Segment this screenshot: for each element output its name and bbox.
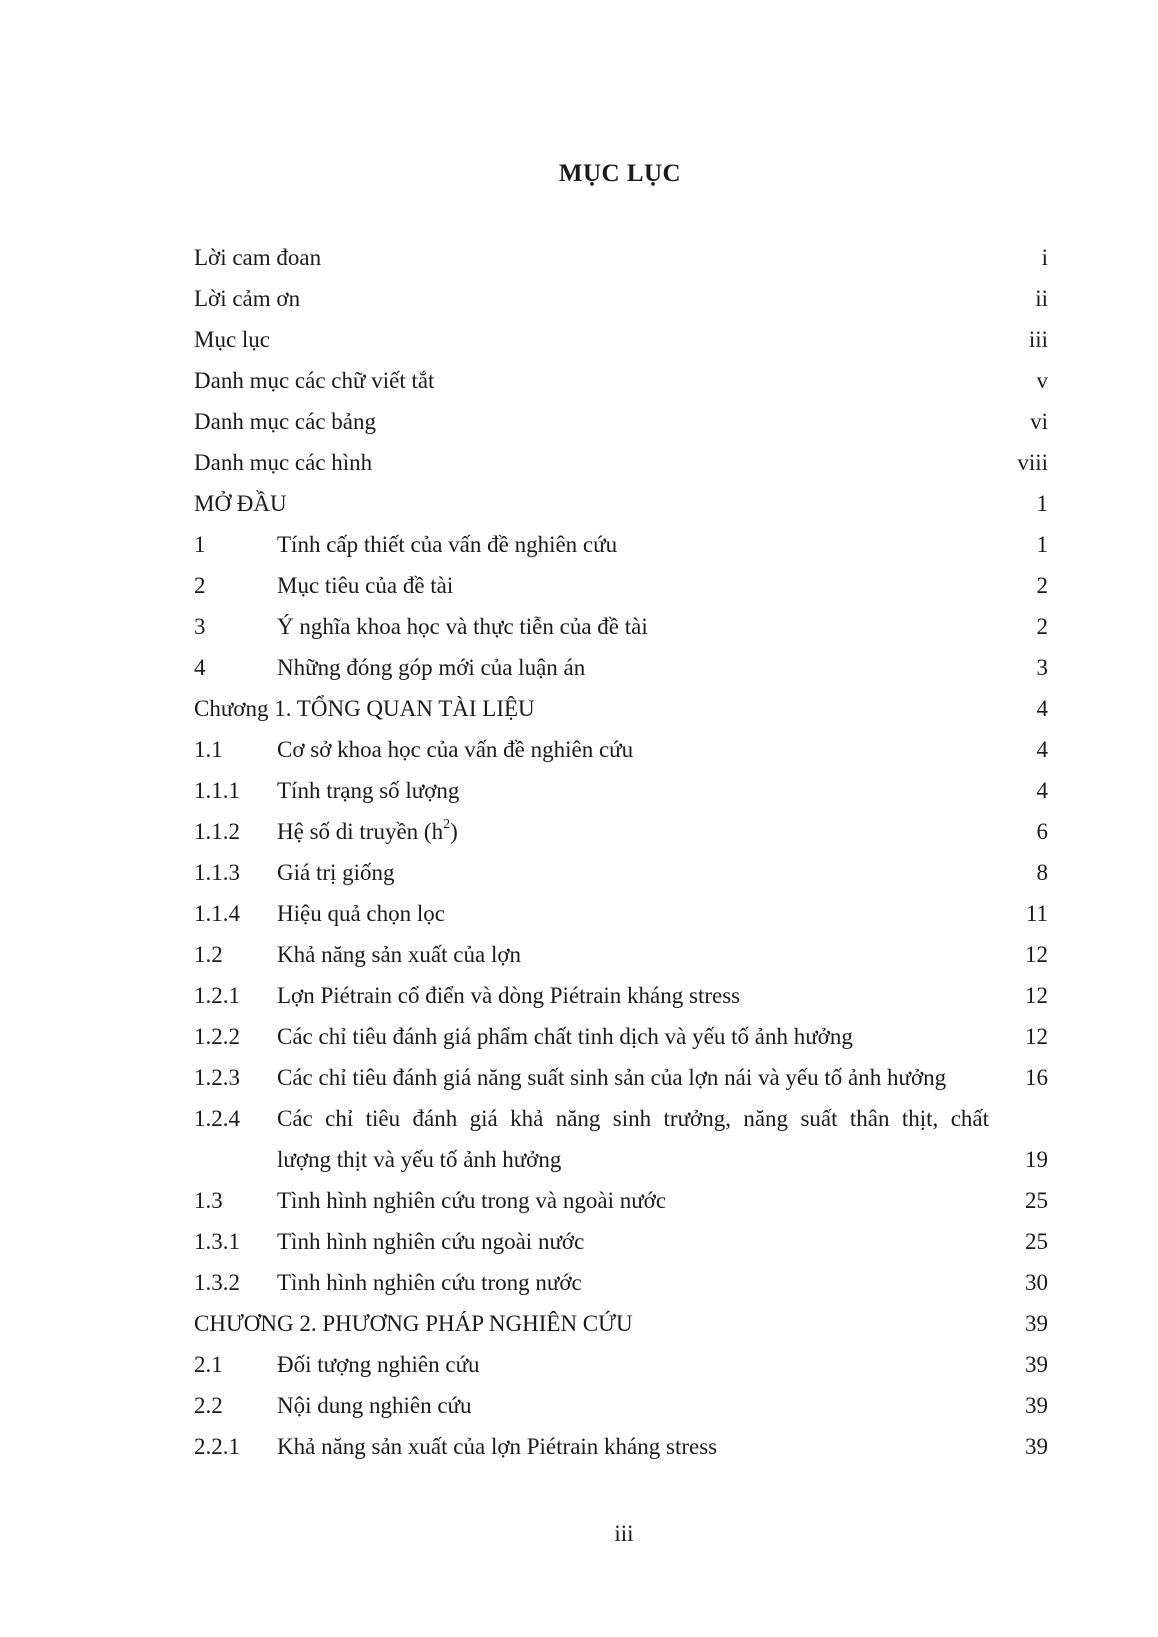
toc-entry-title: Lợn Piétrain cổ điển và dòng Piétrain kháng stress [277,983,741,1008]
toc-entry [194,1310,1048,1351]
toc-entry-title: Chương 1. TỔNG QUAN TÀI LIỆU [194,696,535,721]
toc-entry-page: 2 [1036,573,1048,598]
toc-entry-number: 1.2.3 [194,1065,240,1090]
toc-entry-page: 6 [1036,819,1048,844]
toc-entry-title: Mục tiêu của đề tài [277,573,454,598]
toc-entry-title-main: Hệ số di truyền (h [277,819,444,844]
toc-entry-page: viii [1017,450,1048,475]
toc-entry [194,859,1048,900]
toc-entry-title: MỞ ĐẦU [194,491,287,516]
toc-entry [194,1351,1048,1392]
toc-entry-number: 1.2.4 [194,1106,240,1131]
toc-entry [194,1228,1048,1269]
toc-entry-title: Khả năng sản xuất của lợn Piétrain kháng stress [277,1434,718,1459]
toc-entry-title: Những đóng góp mới của luận án [277,655,586,680]
toc-entry-page: 8 [1036,860,1048,885]
toc-entry-title: Hiệu quả chọn lọc [277,901,445,926]
toc-entry-page: 4 [1036,737,1048,762]
toc-entry-title: Tình hình nghiên cứu trong và ngoài nước [277,1188,667,1213]
toc-entry [194,818,1048,859]
toc-entry [194,531,1048,572]
toc-entry-page: 4 [1036,696,1048,721]
toc-entry-number: 1.1.1 [194,778,240,803]
toc-entry-number: 1 [194,532,206,557]
toc-entry-page: 2 [1036,614,1048,639]
toc-entry-title: Tính cấp thiết của vấn đề nghiên cứu [277,532,618,557]
toc-entry-page: 1 [1036,532,1048,557]
toc-entry [194,1269,1048,1310]
toc-entry-title: Cơ sở khoa học của vấn đề nghiên cứu [277,737,634,762]
toc-entry-page: 30 [1025,1270,1048,1295]
toc-entry-page: 19 [1025,1147,1048,1172]
toc-entry-number: 1.2.1 [194,983,240,1008]
toc-entry [194,1064,1048,1105]
toc-entry-page: i [1041,245,1048,270]
page-number-footer: iii [614,1521,634,1546]
toc-entry-number: 2.2 [194,1393,223,1418]
toc-entry-page: 4 [1036,778,1048,803]
toc-entry [194,285,1048,326]
toc-entry [194,900,1048,941]
toc-entry-page: 1 [1036,491,1048,516]
toc-entry-title-line1: Các chỉ tiêu đánh giá khả năng sinh trưởng, năng suất thân thịt, chất [277,1106,989,1131]
toc-entry-title: Danh mục các bảng [194,409,377,434]
toc-entry [194,572,1048,613]
toc-entry-number: 1.3.1 [194,1229,240,1254]
toc-entry [194,1433,1048,1474]
toc-entry-number: 4 [194,655,206,680]
toc-entry-title-suffix: ) [450,819,458,844]
toc-entry-title: Các chỉ tiêu đánh giá năng suất sinh sản của lợn nái và yếu tố ảnh hưởng [277,1065,947,1090]
toc-entry-title: Tính trạng số lượng [277,778,460,803]
toc-entry-title: Lời cảm ơn [194,286,301,311]
toc-entry-title: CHƯƠNG 2. PHƯƠNG PHÁP NGHIÊN CỨU [194,1311,633,1336]
toc-entry-title: Khả năng sản xuất của lợn [277,942,522,967]
toc-entry [194,244,1048,285]
toc-entry-page: 3 [1036,655,1048,680]
toc-entry-number: 1.2 [194,942,223,967]
toc-entry-title [277,1105,989,1174]
toc-entry [194,982,1048,1023]
toc-entry-page: vi [1030,409,1048,434]
toc-entry [194,449,1048,490]
toc-entry-page: iii [1028,327,1048,352]
toc-entry [194,654,1048,695]
page-title: MỤC LỤC [558,160,682,187]
toc-entry [194,1392,1048,1433]
toc-entry [194,490,1048,531]
superscript: 2 [443,817,451,833]
toc-entry [194,941,1048,982]
toc-entry-title: Nội dung nghiên cứu [277,1393,472,1418]
toc-entry-number: 1.1.3 [194,860,240,885]
toc-entry [194,1105,1048,1187]
toc-entry-number: 1.1 [194,737,223,762]
toc-entry [194,1187,1048,1228]
toc-entry-title [277,818,458,846]
toc-entry-page: 11 [1025,901,1048,926]
toc-entry [194,695,1048,736]
toc-entry [194,613,1048,654]
toc-entry-page: v [1036,368,1048,393]
toc-entry-page: 39 [1025,1352,1048,1377]
toc-entry-page: 39 [1025,1434,1048,1459]
toc-entry-title: Ý nghĩa khoa học và thực tiễn của đề tài [277,614,648,639]
toc-entry-title: Mục lục [194,327,271,352]
toc-entry-number: 1.1.2 [194,819,240,844]
toc-entry-title: Giá trị giống [277,860,395,885]
toc-entry-title: Lời cam đoan [194,245,322,270]
toc-entry-title: Danh mục các hình [194,450,373,475]
toc-entry-number: 1.1.4 [194,901,240,926]
table-of-contents [194,244,1048,1474]
toc-entry-page: 25 [1025,1229,1048,1254]
toc-entry-number: 1.2.2 [194,1024,240,1049]
toc-entry-title: Tình hình nghiên cứu ngoài nước [277,1229,585,1254]
toc-entry-number: 3 [194,614,206,639]
toc-entry-number: 2.2.1 [194,1434,240,1459]
toc-entry [194,367,1048,408]
toc-entry-title: Tình hình nghiên cứu trong nước [277,1270,582,1295]
toc-entry-number: 1.3 [194,1188,223,1213]
toc-entry-page: 12 [1025,1024,1048,1049]
toc-entry-title: Danh mục các chữ viết tắt [194,368,435,393]
toc-entry-page: 39 [1025,1393,1048,1418]
toc-entry [194,1023,1048,1064]
toc-entry [194,777,1048,818]
toc-entry-page: 39 [1025,1311,1048,1336]
toc-entry-page: 12 [1025,983,1048,1008]
toc-entry-page: 25 [1025,1188,1048,1213]
toc-entry [194,326,1048,367]
toc-entry-number: 1.3.2 [194,1270,240,1295]
toc-entry-page: ii [1035,286,1048,311]
toc-entry-number: 2 [194,573,206,598]
toc-entry [194,408,1048,449]
toc-entry-title: Đối tượng nghiên cứu [277,1352,480,1377]
toc-entry [194,736,1048,777]
toc-entry-page: 12 [1025,942,1048,967]
toc-entry-number: 2.1 [194,1352,223,1377]
toc-entry-page: 16 [1025,1065,1048,1090]
toc-entry-title: Các chỉ tiêu đánh giá phẩm chất tinh dịch và yếu tố ảnh hưởng [277,1024,853,1049]
toc-entry-title-line2: lượng thịt và yếu tố ảnh hưởng [277,1147,562,1172]
